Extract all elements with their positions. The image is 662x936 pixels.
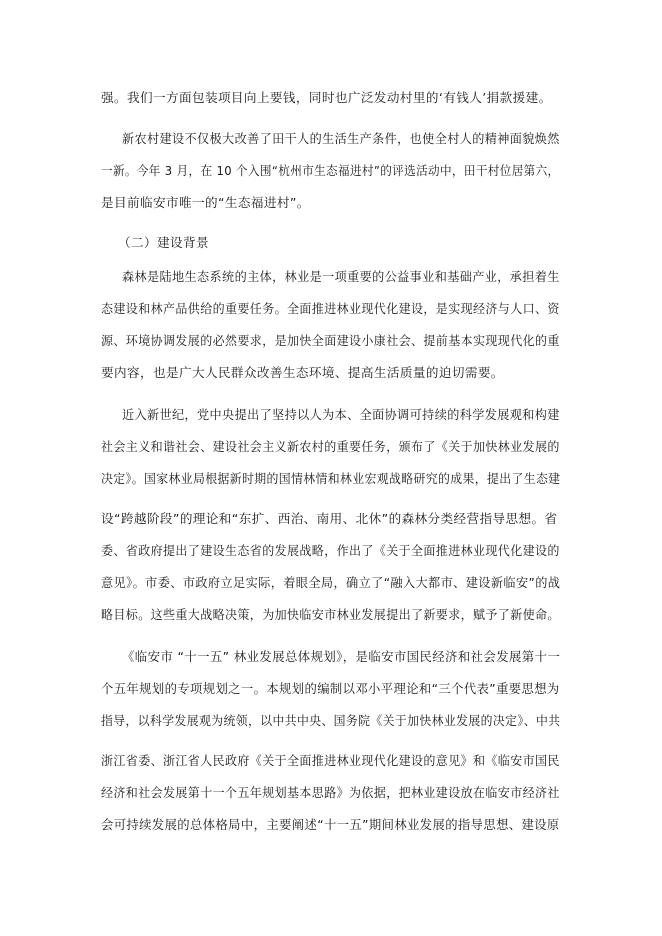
text-line: 要内容，也是广大人民群众改善生态环境、提高生活质量的迫切需要。 (101, 365, 504, 380)
text-line: 新农村建设不仅极大改善了田干人的生活生产条件，也使全村人的精神面貌焕然 (122, 131, 560, 146)
text-line: 经济和社会发展第十一个五年规划基本思路》为依据，把林业建设放在临安市经济社 (101, 785, 560, 800)
text-line: 社会主义和谐社会、建设社会主义新农村的重要任务，颁布了《关于加快林业发展的 (101, 439, 560, 454)
text-line: 源、环境协调发展的必然要求，是加快全面建设小康社会、提前基本实现现代化的重 (101, 333, 560, 348)
text-line: 森林是陆地生态系统的主体，林业是一项重要的公益事业和基础产业，承担着生 (122, 269, 560, 284)
text-line: 近入新世纪，党中央提出了坚持以人为本、全面协调可持续的科学发展观和构建 (122, 407, 560, 422)
text-line: 决定》。国家林业局根据新时期的国情林情和林业宏观战略研究的成果，提出了生态建 (101, 471, 561, 486)
text-line: 一新。今年 3 月，在 10 个入围“杭州市生态福进村”的评选活动中，田干村位居第六， (101, 163, 560, 178)
text-line: 委、省政府提出了建设生态省的发展战略，作出了《关于全面推进林业现代化建设的 (101, 543, 560, 558)
text-line: 个五年规划的专项规划之一。本规划的编制以邓小平理论和“三个代表”重要思想为 (101, 681, 560, 696)
text-line: 意见》。市委、市政府立足实际，着眼全局，确立了“融入大都市、建设新临安”的战 (101, 575, 561, 590)
text-line: 指导，以科学发展观为统领，以中共中央、国务院《关于加快林业发展的决定》、中共 (101, 713, 561, 728)
text-line: 态建设和林产品供给的重要任务。全面推进林业现代化建设，是实现经济与人口、资 (101, 301, 560, 316)
text-line: 《临安市 “十一五” 林业发展总体规划》，是临安市国民经济和社会发展第十一 (122, 649, 561, 664)
section-heading: （二）建设背景 (118, 235, 209, 250)
text-line: 设“跨越阶段”的理论和“东扩、西治、南用、北休”的森林分类经营指导思想。省 (101, 511, 558, 526)
text-line: 略目标。这些重大战略决策，为加快临安市林业发展提出了新要求，赋予了新使命。 (101, 607, 560, 622)
text-line: 是目前临安市唯一的“生态福进村”。 (101, 195, 310, 210)
text-line: 强。我们一方面包装项目向上要钱，同时也广泛发动村里的‘有钱人’捐款援建。 (101, 90, 552, 105)
text-line: 浙江省委、浙江省人民政府《关于全面推进林业现代化建设的意见》和《临安市国民 (101, 753, 560, 768)
text-line: 会可持续发展的总体格局中，主要阐述“十一五”期间林业发展的指导思想、建设原 (101, 817, 560, 832)
